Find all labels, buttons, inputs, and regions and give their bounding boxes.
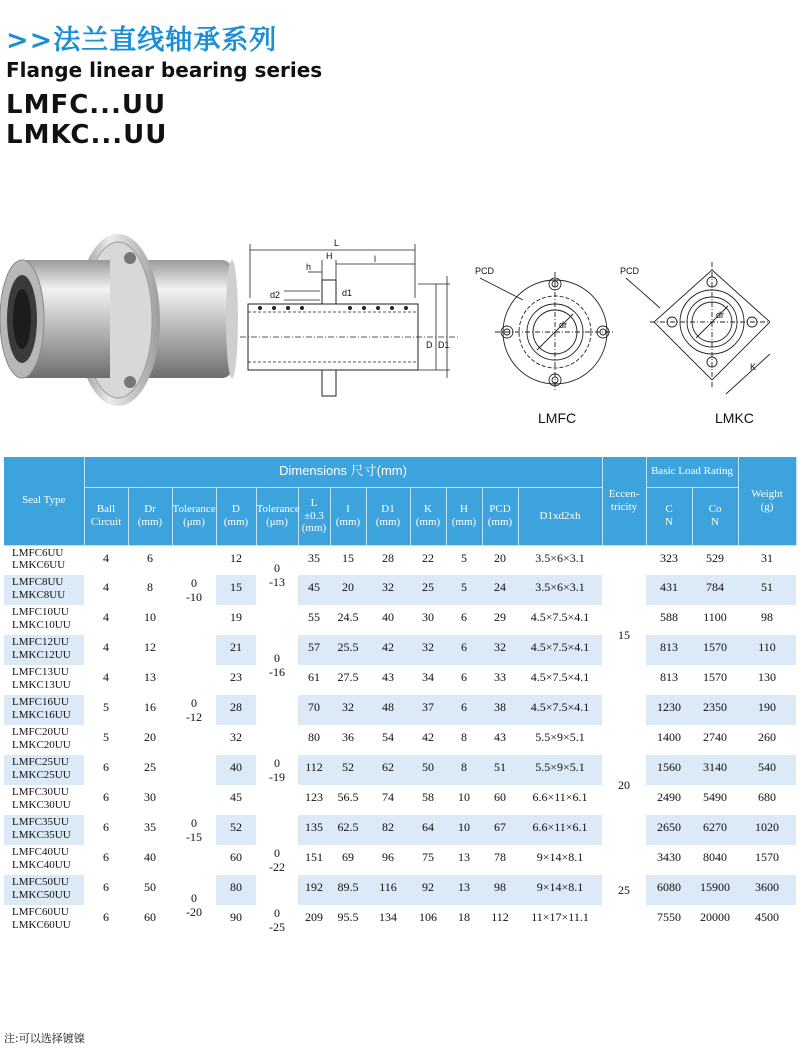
c-value: 588	[660, 610, 679, 624]
seal-type	[4, 905, 84, 935]
model-lmfc: LMFC...UU	[6, 90, 167, 120]
h-value: 10	[458, 790, 470, 804]
pcd-value: 98	[482, 875, 518, 905]
seal-lmkc: LMKC20UU	[12, 738, 71, 751]
k-value: 58	[422, 790, 434, 804]
d1xd2xh-value: 3.5×6×3.1	[535, 550, 585, 565]
d-value: 45	[230, 790, 242, 804]
tolerance-d-lower: -16	[269, 665, 285, 679]
seal-type	[4, 695, 84, 725]
seal-lmkc: LMKC60UU	[12, 918, 71, 931]
d1xd2xh-value: 9×14×8.1	[518, 875, 602, 905]
th-weight: Weight (g)	[738, 457, 796, 545]
pcd-value: 20	[494, 550, 506, 565]
d-value: 52	[216, 815, 256, 845]
d1-value: 32	[366, 575, 410, 605]
weight-value: 1020	[738, 815, 796, 845]
seal-lmkc: LMKC6UU	[12, 559, 66, 572]
seal-lmkc: LMKC25UU	[12, 768, 71, 781]
ball-circuit: 6	[103, 880, 109, 894]
k-value: 75	[422, 850, 434, 864]
i-value: 56.5	[337, 790, 359, 804]
tolerance-d-lower: -22	[269, 860, 285, 874]
page-title-cn: >>法兰直线轴承系列	[6, 25, 278, 56]
c-value: 1560	[646, 755, 692, 785]
seal-type	[4, 575, 84, 605]
k-value: 42	[422, 730, 434, 744]
d-value: 40	[216, 755, 256, 785]
d-value: 60	[230, 850, 242, 864]
d-value: 28	[216, 695, 256, 725]
table-row	[4, 905, 796, 935]
seal-type	[4, 845, 84, 875]
pcd-value: 43	[494, 730, 506, 744]
l-value: 151	[305, 850, 323, 864]
i-value: 69	[342, 850, 354, 864]
caption-lmfc: LMFC	[538, 410, 577, 426]
th-k: K (mm)	[410, 487, 446, 545]
co-value: 2740	[703, 730, 728, 744]
c-value: 323	[660, 550, 679, 565]
d1-value: 54	[382, 730, 394, 744]
ball-circuit: 4	[103, 550, 109, 565]
table-row	[4, 755, 796, 785]
dr-value: 8	[147, 580, 153, 594]
seal-lmfc: LMFC30UU	[12, 786, 69, 798]
seal-lmfc: LMFC16UU	[12, 696, 69, 708]
lmfc-flange-drawing	[475, 262, 625, 402]
weight-value: 190	[738, 695, 796, 725]
tolerance-dr	[172, 635, 216, 785]
c-value: 1230	[646, 695, 692, 725]
seal-lmkc: LMKC50UU	[12, 888, 71, 901]
th-basic-load: Basic Load Rating	[646, 457, 738, 487]
pcd-value: 51	[482, 755, 518, 785]
d1-value: 74	[382, 790, 394, 804]
tolerance-dr	[172, 545, 216, 635]
k-value: 34	[422, 670, 434, 684]
dr-value: 60	[144, 910, 156, 924]
d1xd2xh-value: 4.5×7.5×4.1	[530, 610, 590, 624]
seal-lmkc: LMKC8UU	[12, 588, 66, 601]
seal-lmfc: LMFC10UU	[12, 606, 69, 618]
seal-lmkc: LMKC30UU	[12, 798, 71, 811]
d1-value: 40	[382, 610, 394, 624]
co-value: 1100	[703, 610, 727, 624]
weight-value: 4500	[755, 910, 780, 924]
k-value: 106	[419, 910, 437, 924]
seal-lmfc: LMFC35UU	[12, 816, 69, 828]
dr-value: 40	[144, 850, 156, 864]
seal-lmfc: LMFC25UU	[12, 756, 69, 768]
th-h: H (mm)	[446, 487, 482, 545]
seal-lmfc: LMFC50UU	[12, 876, 69, 888]
ball-circuit: 4	[103, 580, 109, 594]
co-value: 1570	[703, 670, 728, 684]
d1-value: 62	[366, 755, 410, 785]
i-value: 89.5	[330, 875, 366, 905]
h-value: 5	[461, 550, 467, 565]
d1xd2xh-value: 4.5×7.5×4.1	[530, 670, 590, 684]
seal-type	[4, 545, 84, 575]
k-value: 22	[422, 550, 434, 565]
ball-circuit: 4	[103, 670, 109, 684]
i-value: 36	[342, 730, 354, 744]
d1xd2xh-value: 3.5×6×3.1	[518, 575, 602, 605]
dim-label-d1: d1	[342, 288, 353, 298]
dr-value: 16	[144, 700, 156, 714]
d-value: 12	[230, 550, 242, 565]
ball-circuit: 4	[103, 610, 109, 624]
i-value: 62.5	[330, 815, 366, 845]
pcd-label-lmfc: PCD	[475, 266, 495, 276]
dim-label-D: D	[426, 340, 433, 350]
tolerance-d-lower: -25	[269, 920, 285, 934]
l-value: 192	[298, 875, 330, 905]
th-tolerance-d: Tolerance (μm)	[256, 487, 298, 545]
table-row	[4, 875, 796, 905]
c-value: 813	[646, 635, 692, 665]
d1xd2xh-value: 11×17×11.1	[531, 910, 589, 924]
d1-value: 48	[366, 695, 410, 725]
th-tolerance-dr: Tolerance (μm)	[172, 487, 216, 545]
seal-lmfc: LMFC60UU	[12, 906, 69, 918]
th-seal-type: Seal Type	[4, 457, 84, 545]
k-value: 37	[410, 695, 446, 725]
table-row	[4, 545, 796, 575]
i-value: 15	[342, 550, 354, 565]
seal-lmkc: LMKC16UU	[12, 708, 71, 721]
dim-label-L: L	[334, 238, 340, 248]
h-value: 6	[461, 670, 467, 684]
i-value: 32	[330, 695, 366, 725]
seal-type	[4, 665, 84, 695]
co-value: 3140	[692, 755, 738, 785]
seal-type	[4, 875, 84, 905]
pcd-value: 60	[494, 790, 506, 804]
h-value: 8	[461, 730, 467, 744]
d1xd2xh-value: 6.6×11×6.1	[518, 815, 602, 845]
ball-circuit: 4	[103, 640, 109, 654]
spec-table	[4, 457, 797, 935]
d-value: 80	[216, 875, 256, 905]
d-value: 15	[216, 575, 256, 605]
c-value: 813	[660, 670, 679, 684]
h-value: 8	[446, 755, 482, 785]
co-value: 8040	[703, 850, 728, 864]
k-value: 64	[410, 815, 446, 845]
i-value: 25.5	[330, 635, 366, 665]
d1xd2xh-value: 4.5×7.5×4.1	[518, 635, 602, 665]
th-ball-circuit: Ball Circuit	[84, 487, 128, 545]
dim-label-D1: D1	[438, 340, 450, 350]
dim-label-h: h	[306, 262, 312, 272]
i-value: 52	[330, 755, 366, 785]
table-row	[4, 605, 796, 635]
tolerance-dr-lower: -12	[186, 710, 202, 724]
table-row	[4, 815, 796, 845]
l-value: 112	[298, 755, 330, 785]
d-value: 32	[230, 730, 242, 744]
co-value: 20000	[700, 910, 731, 924]
dr-value: 6	[147, 550, 153, 565]
weight-value: 110	[738, 635, 796, 665]
i-value: 27.5	[337, 670, 359, 684]
d1-value: 82	[366, 815, 410, 845]
d1-value: 43	[382, 670, 394, 684]
seal-lmkc: LMKC12UU	[12, 648, 71, 661]
eccentricity-value: 15	[618, 627, 631, 642]
tolerance-d	[256, 725, 298, 815]
ball-circuit: 6	[103, 790, 109, 804]
seal-type	[4, 785, 84, 815]
weight-value: 1570	[755, 850, 780, 864]
weight-value: 51	[738, 575, 796, 605]
l-value: 135	[298, 815, 330, 845]
bearing-photo	[0, 230, 240, 410]
tolerance-d	[256, 815, 298, 905]
h-value: 5	[446, 575, 482, 605]
ball-circuit: 5	[103, 730, 109, 744]
c-value: 3430	[657, 850, 682, 864]
table-row	[4, 665, 796, 695]
d1-value: 116	[366, 875, 410, 905]
tolerance-d	[256, 605, 298, 725]
tolerance-dr-upper: 0	[191, 890, 197, 905]
dim-label-H: H	[326, 251, 333, 261]
h-value: 6	[446, 695, 482, 725]
ball-circuit: 6	[103, 850, 109, 864]
dr-value: 10	[144, 610, 156, 624]
dr-value: 35	[144, 820, 156, 834]
pcd-label-lmkc: PCD	[620, 266, 640, 276]
i-value: 20	[330, 575, 366, 605]
l-value: 123	[305, 790, 323, 804]
tolerance-d-upper: 0	[274, 560, 280, 575]
tolerance-d	[256, 545, 298, 605]
ball-circuit: 6	[103, 760, 109, 774]
h-value: 6	[446, 635, 482, 665]
dr-value: 12	[144, 640, 156, 654]
h-value: 13	[446, 875, 482, 905]
seal-lmfc: LMFC20UU	[12, 726, 69, 738]
tolerance-d-lower: -19	[269, 770, 285, 784]
seal-lmfc: LMFC12UU	[12, 636, 69, 648]
d1xd2xh-value: 9×14×8.1	[536, 850, 584, 864]
dr-value: 30	[144, 790, 156, 804]
seal-type	[4, 755, 84, 785]
seal-type	[4, 635, 84, 665]
c-value: 7550	[657, 910, 682, 924]
weight-value: 98	[761, 610, 774, 624]
seal-lmkc: LMKC13UU	[12, 678, 71, 691]
tolerance-dr	[172, 875, 216, 935]
table-row	[4, 575, 796, 605]
seal-lmfc: LMFC13UU	[12, 666, 69, 678]
seal-lmkc: LMKC35UU	[12, 828, 71, 841]
d1-value: 96	[382, 850, 394, 864]
table-row	[4, 725, 796, 755]
d1xd2xh-value: 4.5×7.5×4.1	[518, 695, 602, 725]
dim-label-l: l	[374, 254, 376, 264]
l-value: 35	[308, 550, 320, 565]
seal-type	[4, 725, 84, 755]
dr-value: 13	[144, 670, 156, 684]
k-value: 30	[422, 610, 434, 624]
k-label-lmkc: K	[750, 362, 757, 372]
d1-value: 134	[379, 910, 397, 924]
th-d1xd2xh: D1xd2xh	[518, 487, 602, 545]
i-value: 24.5	[337, 610, 359, 624]
k-value: 50	[410, 755, 446, 785]
section-drawing	[240, 236, 460, 406]
page-title-en: Flange linear bearing series	[6, 58, 323, 82]
l-value: 70	[298, 695, 330, 725]
th-c: C N	[646, 487, 692, 545]
h-value: 10	[446, 815, 482, 845]
co-value: 784	[692, 575, 738, 605]
d-value: 90	[230, 910, 242, 924]
tolerance-dr	[172, 785, 216, 875]
table-row	[4, 845, 796, 875]
th-pcd: PCD (mm)	[482, 487, 518, 545]
h-value: 6	[461, 610, 467, 624]
lmkc-flange-drawing	[620, 262, 770, 402]
eccentricity-value: 20	[618, 777, 631, 792]
d1xd2xh-value: 6.6×11×6.1	[532, 790, 588, 804]
l-value: 57	[298, 635, 330, 665]
tolerance-d-upper: 0	[274, 755, 280, 770]
h-value: 18	[458, 910, 470, 924]
weight-value: 680	[758, 790, 777, 804]
dr-value: 50	[144, 880, 156, 894]
th-d: D (mm)	[216, 487, 256, 545]
pcd-value: 112	[491, 910, 509, 924]
dr-label-lmkc: dr	[716, 310, 725, 320]
dr-label-lmfc: dr	[559, 320, 568, 330]
th-d1: D1 (mm)	[366, 487, 410, 545]
co-value: 1570	[692, 635, 738, 665]
th-dimensions: Dimensions 尺寸(mm)	[84, 457, 602, 487]
tolerance-d-lower: -13	[269, 575, 285, 590]
tolerance-d-upper: 0	[274, 905, 280, 920]
table-row	[4, 695, 796, 725]
i-value: 95.5	[337, 910, 359, 924]
seal-lmfc: LMFC6UU	[12, 546, 64, 559]
d1-value: 42	[366, 635, 410, 665]
seal-lmfc: LMFC8UU	[12, 576, 64, 588]
th-eccentricity: Eccen- tricity	[602, 457, 646, 545]
k-value: 32	[410, 635, 446, 665]
tolerance-dr-upper: 0	[191, 815, 197, 830]
ball-circuit: 6	[103, 820, 109, 834]
footnote: 注:可以选择镀镍	[4, 1032, 85, 1045]
pcd-value: 24	[482, 575, 518, 605]
c-value: 431	[646, 575, 692, 605]
tolerance-d-upper: 0	[274, 845, 280, 860]
dr-value: 25	[144, 760, 156, 774]
weight-value: 260	[758, 730, 777, 744]
weight-value: 3600	[738, 875, 796, 905]
table-row	[4, 785, 796, 815]
ball-circuit: 6	[103, 910, 109, 924]
co-value: 5490	[703, 790, 728, 804]
co-value: 15900	[692, 875, 738, 905]
d-value: 19	[230, 610, 242, 624]
l-value: 55	[308, 610, 320, 624]
co-value: 6270	[692, 815, 738, 845]
l-value: 61	[308, 670, 320, 684]
th-dr: Dr (mm)	[128, 487, 172, 545]
seal-type	[4, 815, 84, 845]
weight-value: 31	[761, 550, 774, 565]
model-lmkc: LMKC...UU	[6, 120, 168, 150]
d-value: 21	[216, 635, 256, 665]
d1-value: 28	[382, 550, 394, 565]
pcd-value: 29	[494, 610, 506, 624]
l-value: 209	[305, 910, 323, 924]
table-row	[4, 635, 796, 665]
tolerance-dr-lower: -15	[186, 830, 202, 844]
tolerance-dr-lower: -10	[186, 590, 202, 605]
tolerance-dr-upper: 0	[191, 695, 197, 710]
d1xd2xh-value: 5.5×9×5.1	[518, 755, 602, 785]
tolerance-d	[256, 905, 298, 935]
d-value: 23	[230, 670, 242, 684]
h-value: 13	[458, 850, 470, 864]
caption-lmkc: LMKC	[715, 410, 754, 426]
tolerance-dr-upper: 0	[191, 575, 197, 590]
k-value: 25	[410, 575, 446, 605]
dim-label-d2: d2	[270, 290, 281, 300]
pcd-value: 78	[494, 850, 506, 864]
pcd-value: 67	[482, 815, 518, 845]
ball-circuit: 5	[103, 700, 109, 714]
pcd-value: 38	[482, 695, 518, 725]
co-value: 2350	[692, 695, 738, 725]
pcd-value: 32	[482, 635, 518, 665]
l-value: 80	[308, 730, 320, 744]
c-value: 1400	[657, 730, 682, 744]
pcd-value: 33	[494, 670, 506, 684]
th-i: I (mm)	[330, 487, 366, 545]
seal-lmfc: LMFC40UU	[12, 846, 69, 858]
weight-value: 540	[738, 755, 796, 785]
c-value: 6080	[646, 875, 692, 905]
c-value: 2650	[646, 815, 692, 845]
d1xd2xh-value: 5.5×9×5.1	[535, 730, 585, 744]
th-co: Co N	[692, 487, 738, 545]
weight-value: 130	[758, 670, 777, 684]
tolerance-dr-lower: -20	[186, 905, 202, 919]
dr-value: 20	[144, 730, 156, 744]
seal-lmkc: LMKC10UU	[12, 618, 71, 631]
seal-type	[4, 605, 84, 635]
seal-lmkc: LMKC40UU	[12, 858, 71, 871]
th-l: L ±0.3 (mm)	[298, 487, 330, 545]
eccentricity-value: 25	[618, 882, 631, 897]
tolerance-d-upper: 0	[274, 650, 280, 665]
co-value: 529	[706, 550, 725, 565]
k-value: 92	[410, 875, 446, 905]
l-value: 45	[298, 575, 330, 605]
c-value: 2490	[657, 790, 682, 804]
